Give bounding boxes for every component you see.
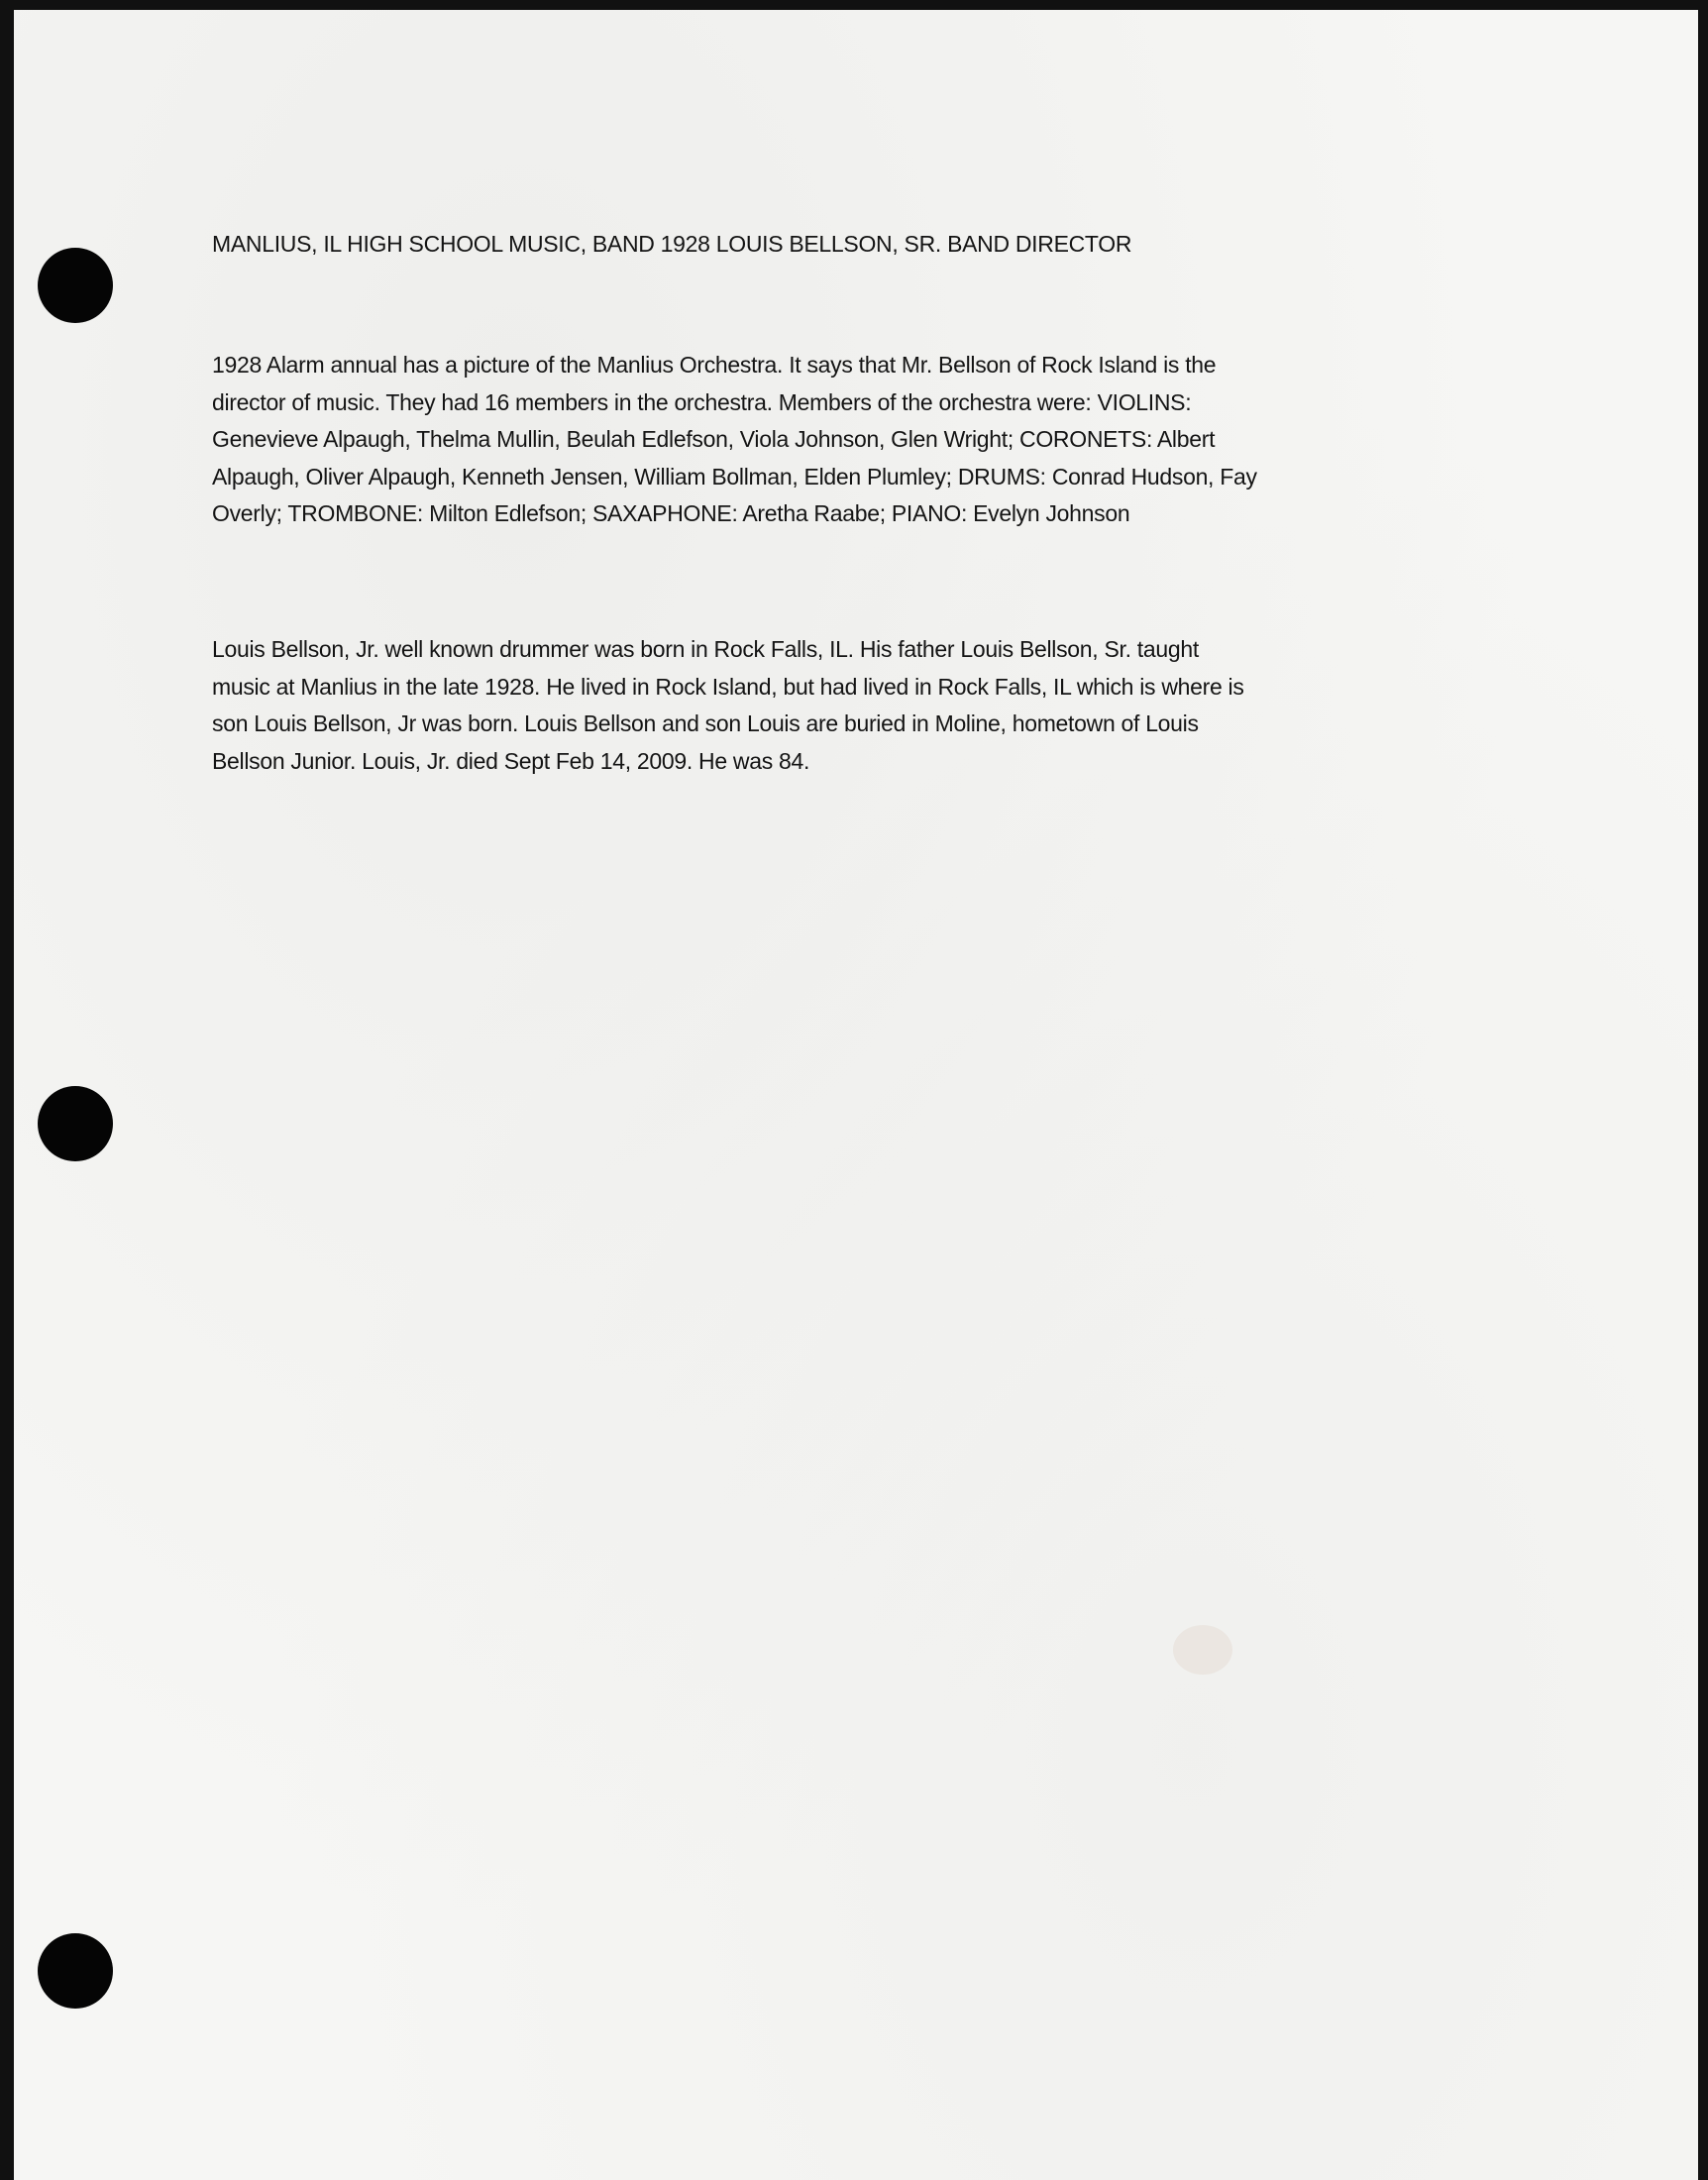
document-heading: MANLIUS, IL HIGH SCHOOL MUSIC, BAND 1928 LOUIS BELLSON, SR. BAND DIRECTOR [212,231,1132,257]
punch-hole-top [38,248,113,323]
paper-sheet [14,10,1698,2180]
paper-smudge [1173,1625,1232,1675]
punch-hole-middle [38,1086,113,1161]
bellson-paragraph: Louis Bellson, Jr. well known drummer was born in Rock Falls, IL. His father Louis Bellson, Sr. taught music at Manlius in the late 1928. He lived in Rock Island, but had lived in Rock Falls, IL which is where is son Louis Bellson, Jr was born. Louis Bellson and son Louis are buried in Moline, hometown of Louis Bellson Junior. Louis, Jr. died Sept Feb 14, 2009. He was 84. [212,636,1244,774]
punch-hole-bottom [38,1933,113,2009]
orchestra-paragraph: 1928 Alarm annual has a picture of the Manlius Orchestra. It says that Mr. Bellson of Rock Island is the director of music. They had 16 members in the orchestra. Members of the orchestra were: VIOLINS: Genevieve Alpaugh, Thelma Mullin, Beulah Edlefson, Viola Johnson, Glen Wright; CORONETS: Albert Alpaugh, Oliver Alpaugh, Kenneth Jensen, William Bollman, Elden Plumley; DRUMS: Conrad Hudson, Fay Overly; TROMBONE: Milton Edlefson; SAXAPHONE: Aretha Raabe; PIANO: Evelyn Johnson [212,352,1257,526]
